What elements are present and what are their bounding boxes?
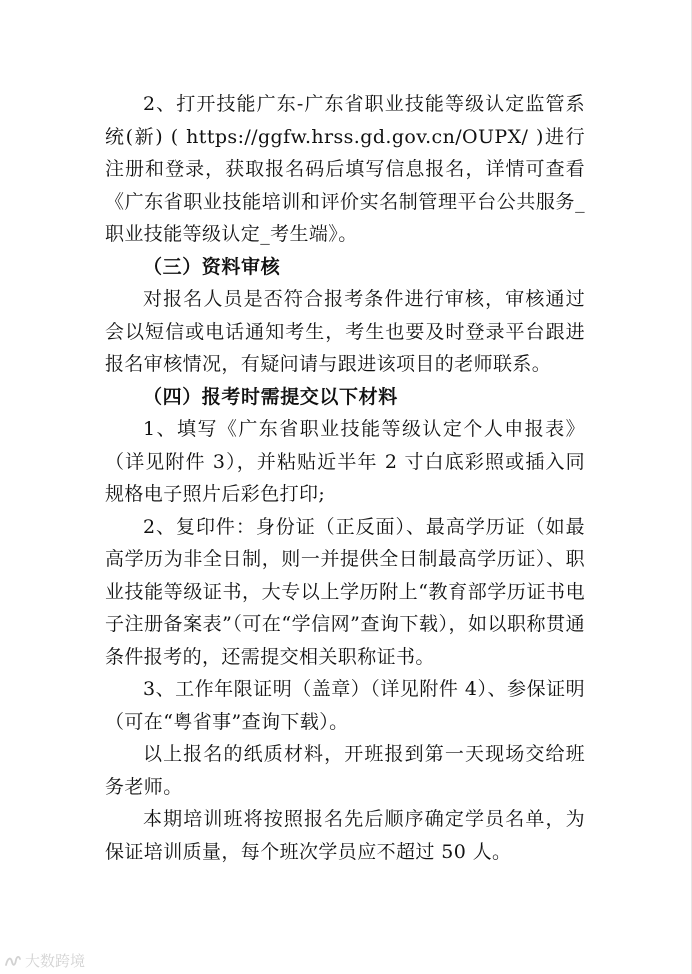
paragraph-class-size-limit: 本期培训班将按照报名先后顺序确定学员名单，为保证培训质量，每个班次学员应不超过 50 人。 (105, 808, 585, 863)
paragraph-material-3-work-proof: 3、工作年限证明（盖章）（详见附件 4）、参保证明（可在“粤省事”查询下载）。 (105, 678, 585, 733)
paragraph-material-2-copies: 2、复印件：身份证（正反面）、最高学历证（如最高学历为非全日制，则一并提供全日制最高学历证）、职业技能等级证书，大专以上学历附上“教育部学历证书电子注册备案表”（可在“学信网”查询下载），如以职称贯通条件报考的，还需提交相关职称证书。 (105, 515, 585, 668)
wave-logo-icon (4, 953, 22, 969)
watermark-text: 大数跨境 (25, 952, 86, 970)
paragraph-material-1-application-form: 1、填写《广东省职业技能等级认定个人申报表》（详见附件 3），并粘贴近半年 2 寸白底彩照或插入同规格电子照片后彩色打印; (105, 418, 585, 505)
paragraph-paper-submission: 以上报名的纸质材料，开班报到第一天现场交给班务老师。 (105, 743, 585, 798)
section-heading-required-materials: （四）报考时需提交以下材料 (143, 385, 398, 408)
document-body (105, 88, 585, 868)
paragraph-registration-step-2: 2、打开技能广东-广东省职业技能等级认定监管系统(新) ( https://ggfw.hrss.gd.gov.cn/OUPX/ )进行注册和登录，获取报名码后填写信息报名，详情可查看《广东省职业技能培训和评价实名制管理平台公共服务_职业技能等级认定_考生端》。 (105, 93, 585, 245)
section-heading-document-review: （三）资料审核 (143, 255, 281, 278)
watermark (4, 952, 85, 970)
paragraph-review-process: 对报名人员是否符合报考条件进行审核，审核通过会以短信或电话通知考生，考生也要及时登录平台跟进报名审核情况，有疑问请与跟进该项目的老师联系。 (105, 288, 585, 375)
